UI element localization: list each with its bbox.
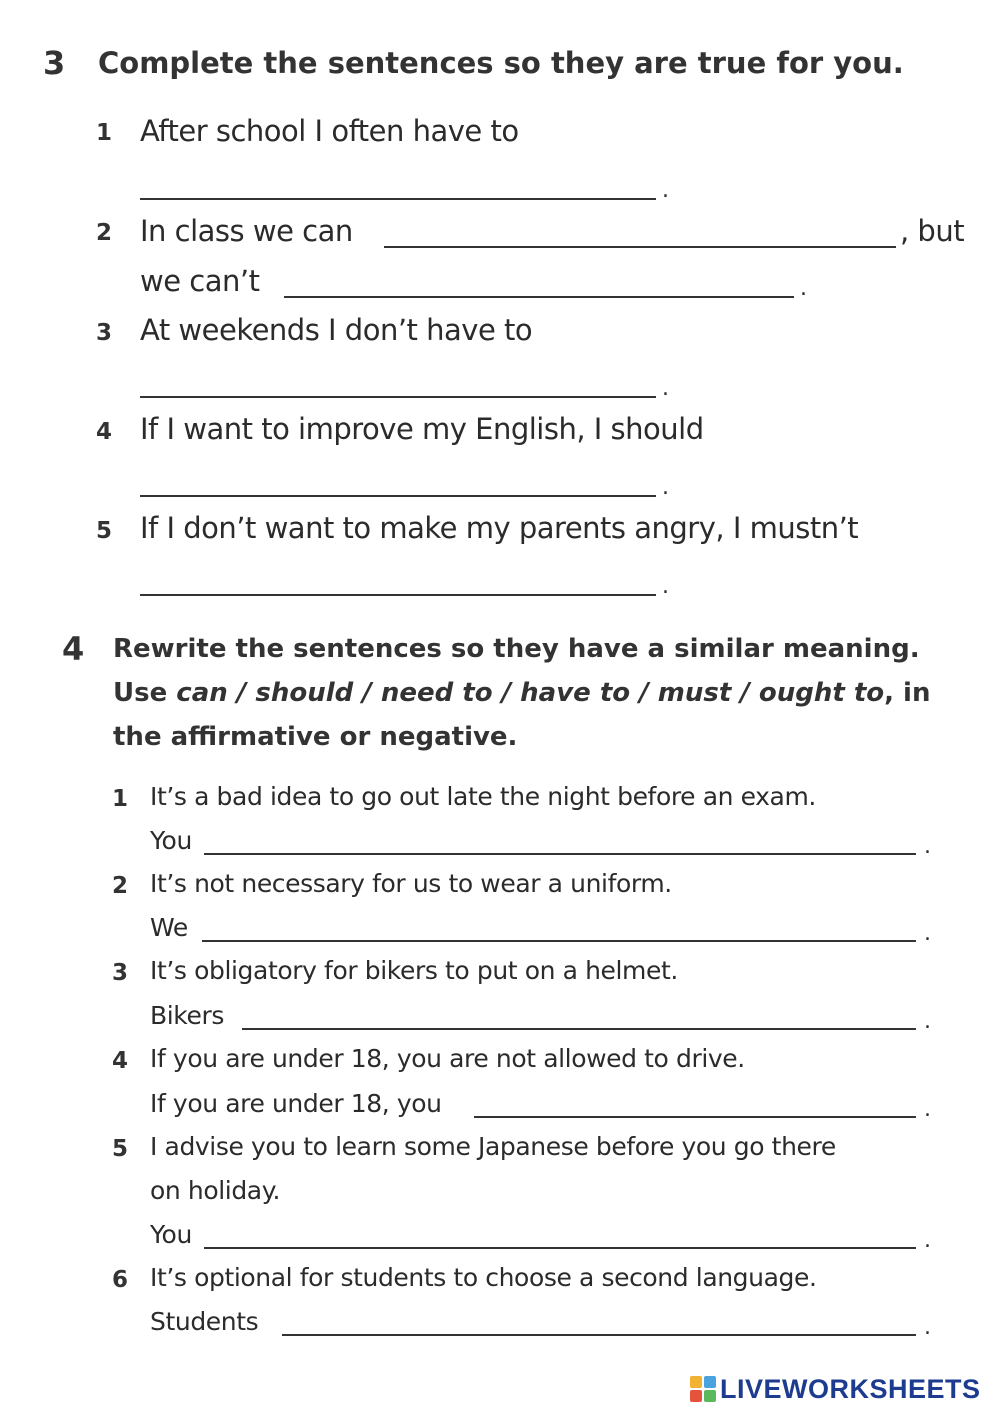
exercise-4-title: Rewrite the sentences so they have a similar meaning. Use can / should / need to / have to / must / ought to, in the affirmative or negative.	[113, 634, 931, 752]
ex4-item-number: 5	[112, 1136, 129, 1162]
exercise-3-number: 3	[43, 44, 66, 82]
answer-line[interactable]	[474, 1116, 916, 1118]
logo-square-icon	[704, 1376, 716, 1388]
logo-grid-icon	[690, 1376, 716, 1402]
ex3-item-text: If I don’t want to make my parents angry, I mustn’t	[140, 511, 859, 545]
answer-line[interactable]	[284, 296, 794, 298]
period: .	[924, 1228, 931, 1253]
ex4-item-sentence: It’s a bad idea to go out late the night before an exam.	[150, 782, 816, 811]
ex3-item-number: 2	[96, 220, 113, 246]
answer-line[interactable]	[140, 198, 656, 200]
answer-line[interactable]	[140, 594, 656, 596]
ex4-item-number: 1	[112, 786, 129, 812]
ex4-item-sentence: It’s not necessary for us to wear a uniform.	[150, 869, 672, 898]
period: .	[800, 276, 807, 301]
ex3-item-text: At weekends I don’t have to	[140, 313, 533, 347]
answer-line[interactable]	[282, 1334, 916, 1336]
answer-line[interactable]	[140, 495, 656, 497]
liveworksheets-logo[interactable]	[690, 1373, 981, 1405]
ex3-item-number: 3	[96, 320, 113, 346]
ex4-item-number: 4	[112, 1048, 129, 1074]
ex3-item-text: If I want to improve my English, I should	[140, 412, 704, 446]
ex4-item-sentence: It’s optional for students to choose a second language.	[150, 1263, 817, 1292]
ex4-item-prompt: Students	[150, 1307, 259, 1336]
ex4-item-prompt: If you are under 18, you	[150, 1089, 442, 1118]
ex4-item-sentence: I advise you to learn some Japanese before you go there	[150, 1132, 836, 1161]
ex4-item-prompt: You	[150, 1220, 192, 1249]
ex3-item-text-line2: we can’t	[140, 264, 260, 298]
ex4-item-prompt: We	[150, 913, 188, 942]
logo-square-icon	[690, 1376, 702, 1388]
ex4-item-sentence: It’s obligatory for bikers to put on a helmet.	[150, 956, 678, 985]
period: .	[924, 1315, 931, 1340]
answer-line[interactable]	[204, 1247, 916, 1249]
period: .	[662, 475, 669, 500]
ex4-item-sentence: If you are under 18, you are not allowed to drive.	[150, 1044, 745, 1073]
logo-square-icon	[690, 1390, 702, 1402]
logo-text: LIVEWORKSHEETS	[720, 1373, 981, 1404]
ex4-item-number: 2	[112, 873, 129, 899]
exercise-4-number: 4	[62, 630, 85, 668]
ex4-item-number: 3	[112, 960, 129, 986]
period: .	[662, 376, 669, 401]
period: .	[662, 574, 669, 599]
ex3-item-number: 5	[96, 518, 113, 544]
logo-square-icon	[704, 1390, 716, 1402]
answer-line[interactable]	[202, 940, 916, 942]
exercise-3-title: Complete the sentences so they are true for you.	[98, 46, 904, 80]
ex3-item-text: In class we can	[140, 214, 353, 248]
period: .	[924, 834, 931, 859]
period: .	[924, 921, 931, 946]
ex3-item-number: 4	[96, 419, 113, 445]
answer-line[interactable]	[140, 396, 656, 398]
answer-line[interactable]	[204, 853, 916, 855]
period: .	[924, 1009, 931, 1034]
answer-line[interactable]	[384, 246, 896, 248]
period: .	[662, 178, 669, 203]
ex3-item-continuation: , but	[900, 214, 965, 248]
period: .	[924, 1097, 931, 1122]
ex4-item-prompt: You	[150, 826, 192, 855]
answer-line[interactable]	[242, 1028, 916, 1030]
ex4-item-number: 6	[112, 1267, 129, 1293]
ex4-item-sentence-line2: on holiday.	[150, 1176, 281, 1205]
ex3-item-number: 1	[96, 120, 113, 146]
ex4-item-prompt: Bikers	[150, 1001, 224, 1030]
ex3-item-text: After school I often have to	[140, 114, 519, 148]
